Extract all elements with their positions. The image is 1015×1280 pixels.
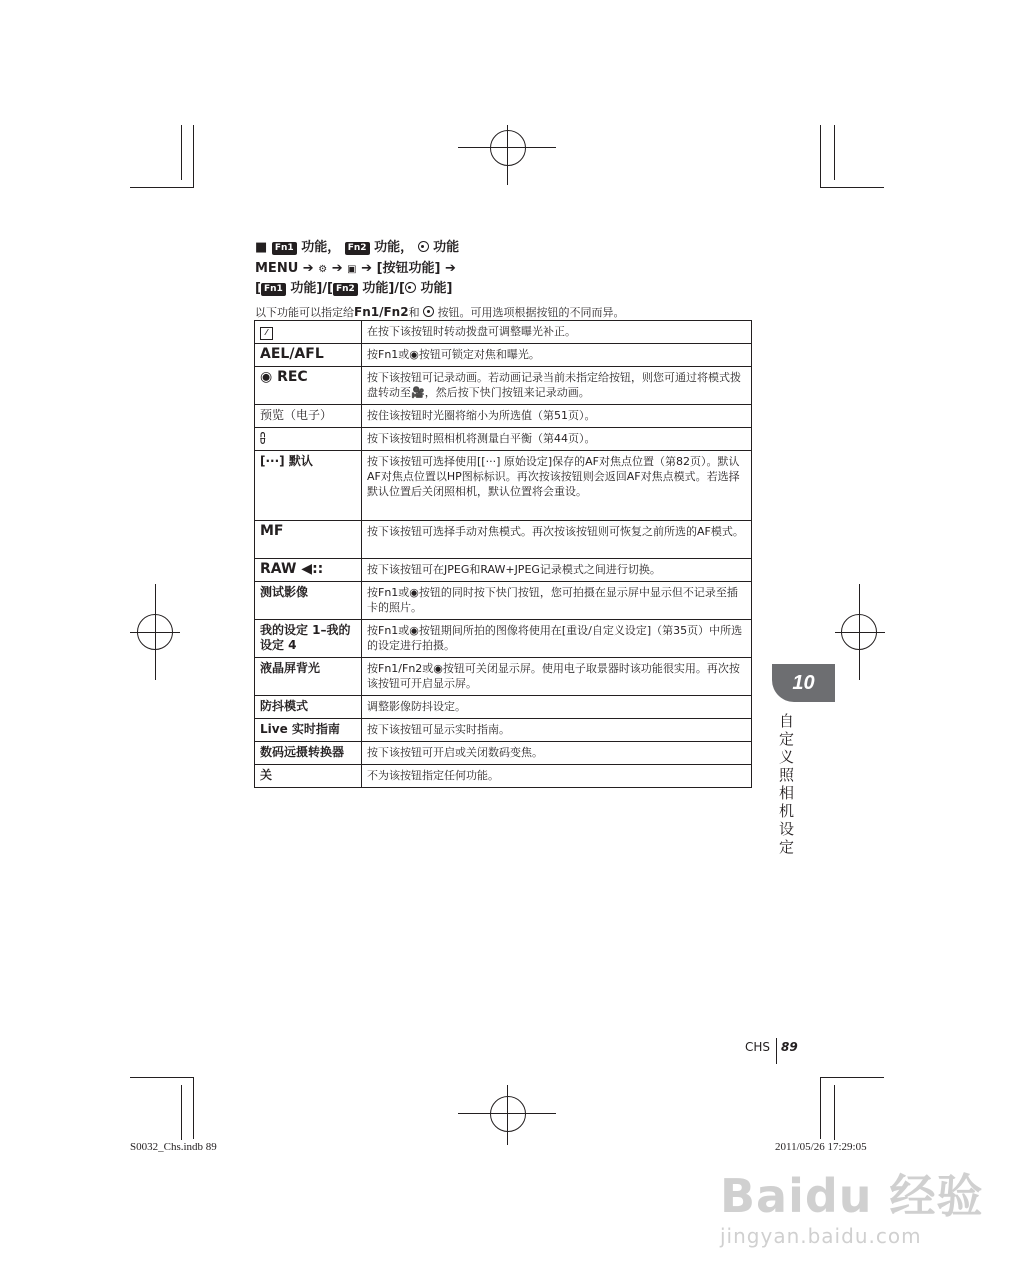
button-menu-icon: ▣: [347, 264, 357, 275]
table-key-cell: 防抖模式: [255, 696, 362, 719]
one-touch-white-balance-icon: ⩉: [260, 431, 266, 445]
watermark: [720, 1160, 984, 1248]
target-button-icon: [418, 241, 429, 252]
chapter-title: 自定义照相机设定: [779, 712, 795, 856]
table-row: [255, 658, 752, 696]
intro-mid: 和: [408, 306, 420, 319]
table-row: [255, 620, 752, 658]
target-button-icon: [405, 282, 416, 293]
fn2-key-icon: Fn2: [345, 242, 370, 255]
arrow-right-icon: ➔: [361, 261, 373, 276]
table-row: [255, 367, 752, 405]
menu-path: [255, 257, 456, 276]
watermark-logo: Baidu 经验: [720, 1169, 984, 1223]
table-desc-cell: 不为该按钮指定任何功能。: [362, 765, 752, 788]
heading-text: 功能，: [301, 240, 341, 255]
heading-text: 功能]: [420, 281, 453, 296]
intro-keys: Fn1/Fn2: [354, 305, 409, 319]
table-key-cell: RAW ◀::: [255, 559, 362, 582]
chapter-tab: 10: [772, 664, 835, 702]
table-key-cell: 我的设定 1–我的设定 4: [255, 620, 362, 658]
table-row: [255, 696, 752, 719]
table-desc-cell: 按Fn1或◉按钮可锁定对焦和曝光。: [362, 344, 752, 367]
table-key-cell: MF: [255, 521, 362, 559]
intro-post: 按钮。可用选项根据按钮的不同而异。: [437, 306, 625, 319]
table-desc-cell: 按住该按钮时光圈将缩小为所选值（第51页）。: [362, 405, 752, 428]
table-desc-cell: 按下该按钮可在JPEG和RAW+JPEG记录模式之间进行切换。: [362, 559, 752, 582]
table-row: [255, 719, 752, 742]
function-table: [254, 320, 752, 788]
table-desc-cell: 按下该按钮可选择使用[[···] 原始设定]保存的AF对焦点位置（第82页）。默认AF对焦点位置以HP图标标识。再次按该按钮则会返回AF对焦点模式。若选择默认位置后关闭照相机，默认位置将会重设。: [362, 451, 752, 521]
table-desc-cell: 按Fn1/Fn2或◉按钮可关闭显示屏。使用电子取景器时该功能很实用。再次按该按钮可开启显示屏。: [362, 658, 752, 696]
heading-text: 功能]/[: [290, 281, 333, 296]
section-heading: [255, 236, 459, 255]
table-key-cell: 测试影像: [255, 582, 362, 620]
square-bullet-icon: ■: [255, 240, 268, 255]
page-number: 89: [781, 1040, 798, 1054]
table-row: [255, 582, 752, 620]
table-desc-cell: 按下该按钮时照相机将测量白平衡（第44页）。: [362, 428, 752, 451]
menu-path-sub: [ Fn1 功能]/[ Fn2 功能]/[ 功能]: [255, 281, 453, 296]
table-row: [255, 321, 752, 344]
table-row: [255, 742, 752, 765]
table-desc-cell: 调整影像防抖设定。: [362, 696, 752, 719]
heading-text: 功能]/[: [362, 281, 405, 296]
custom-menu-icon: ⚙: [318, 264, 328, 275]
table-key-cell: [···] 默认: [255, 451, 362, 521]
footer-timestamp: 2011/05/26 17:29:05: [775, 1141, 867, 1153]
table-key-cell: AEL/AFL: [255, 344, 362, 367]
menu-label: MENU: [255, 261, 299, 276]
table-desc-cell: 在按下该按钮时转动拨盘可调整曝光补正。: [362, 321, 752, 344]
footer-file: S0032_Chs.indb 89: [130, 1141, 217, 1153]
arrow-right-icon: ➔: [445, 261, 456, 276]
table-desc-cell: 按Fn1或◉按钮的同时按下快门按钮，您可拍摄在显示屏中显示但不记录至插卡的照片。: [362, 582, 752, 620]
exposure-compensation-icon: ⁄: [260, 327, 273, 340]
intro-pre: 以下功能可以指定给: [255, 306, 354, 319]
table-key-cell: ◉ REC: [255, 367, 362, 405]
table-desc-cell: 按下该按钮可显示实时指南。: [362, 719, 752, 742]
target-button-icon: [423, 306, 434, 317]
fn1-key-icon: Fn1: [272, 242, 297, 255]
table-row: [255, 521, 752, 559]
table-desc-cell: 按下该按钮可开启或关闭数码变焦。: [362, 742, 752, 765]
table-row: [255, 451, 752, 521]
menu-button-function: [按钮功能]: [376, 261, 441, 276]
arrow-right-icon: ➔: [302, 261, 314, 276]
heading-text: 功能: [433, 240, 460, 255]
page-divider: [776, 1038, 777, 1064]
table-row: [255, 344, 752, 367]
table-desc-cell: 按下该按钮可记录动画。若动画记录当前未指定给按钮，则您可通过将模式拨盘转动至🎥，然后按下快门按钮来记录动画。: [362, 367, 752, 405]
fn1-key-icon: Fn1: [261, 283, 286, 296]
table-key-cell: [255, 428, 362, 451]
table-row: [255, 428, 752, 451]
table-key-cell: 液晶屏背光: [255, 658, 362, 696]
heading-text: 功能，: [374, 240, 414, 255]
watermark-url: jingyan.baidu.com: [720, 1224, 922, 1248]
table-key-cell: 关: [255, 765, 362, 788]
table-key-cell: 数码远摄转换器: [255, 742, 362, 765]
table-row: [255, 765, 752, 788]
arrow-right-icon: ➔: [331, 261, 343, 276]
fn2-key-icon: Fn2: [333, 283, 358, 296]
page-language: CHS: [745, 1040, 771, 1054]
intro-text: [255, 304, 625, 320]
table-key-cell: [255, 321, 362, 344]
table-key-cell: 预览（电子）: [255, 405, 362, 428]
table-row: [255, 559, 752, 582]
table-key-cell: Live 实时指南: [255, 719, 362, 742]
table-row: [255, 405, 752, 428]
table-desc-cell: 按下该按钮可选择手动对焦模式。再次按该按钮则可恢复之前所选的AF模式。: [362, 521, 752, 559]
table-desc-cell: 按Fn1或◉按钮期间所拍的图像将使用在[重设/自定义设定]（第35页）中所选的设定进行拍摄。: [362, 620, 752, 658]
